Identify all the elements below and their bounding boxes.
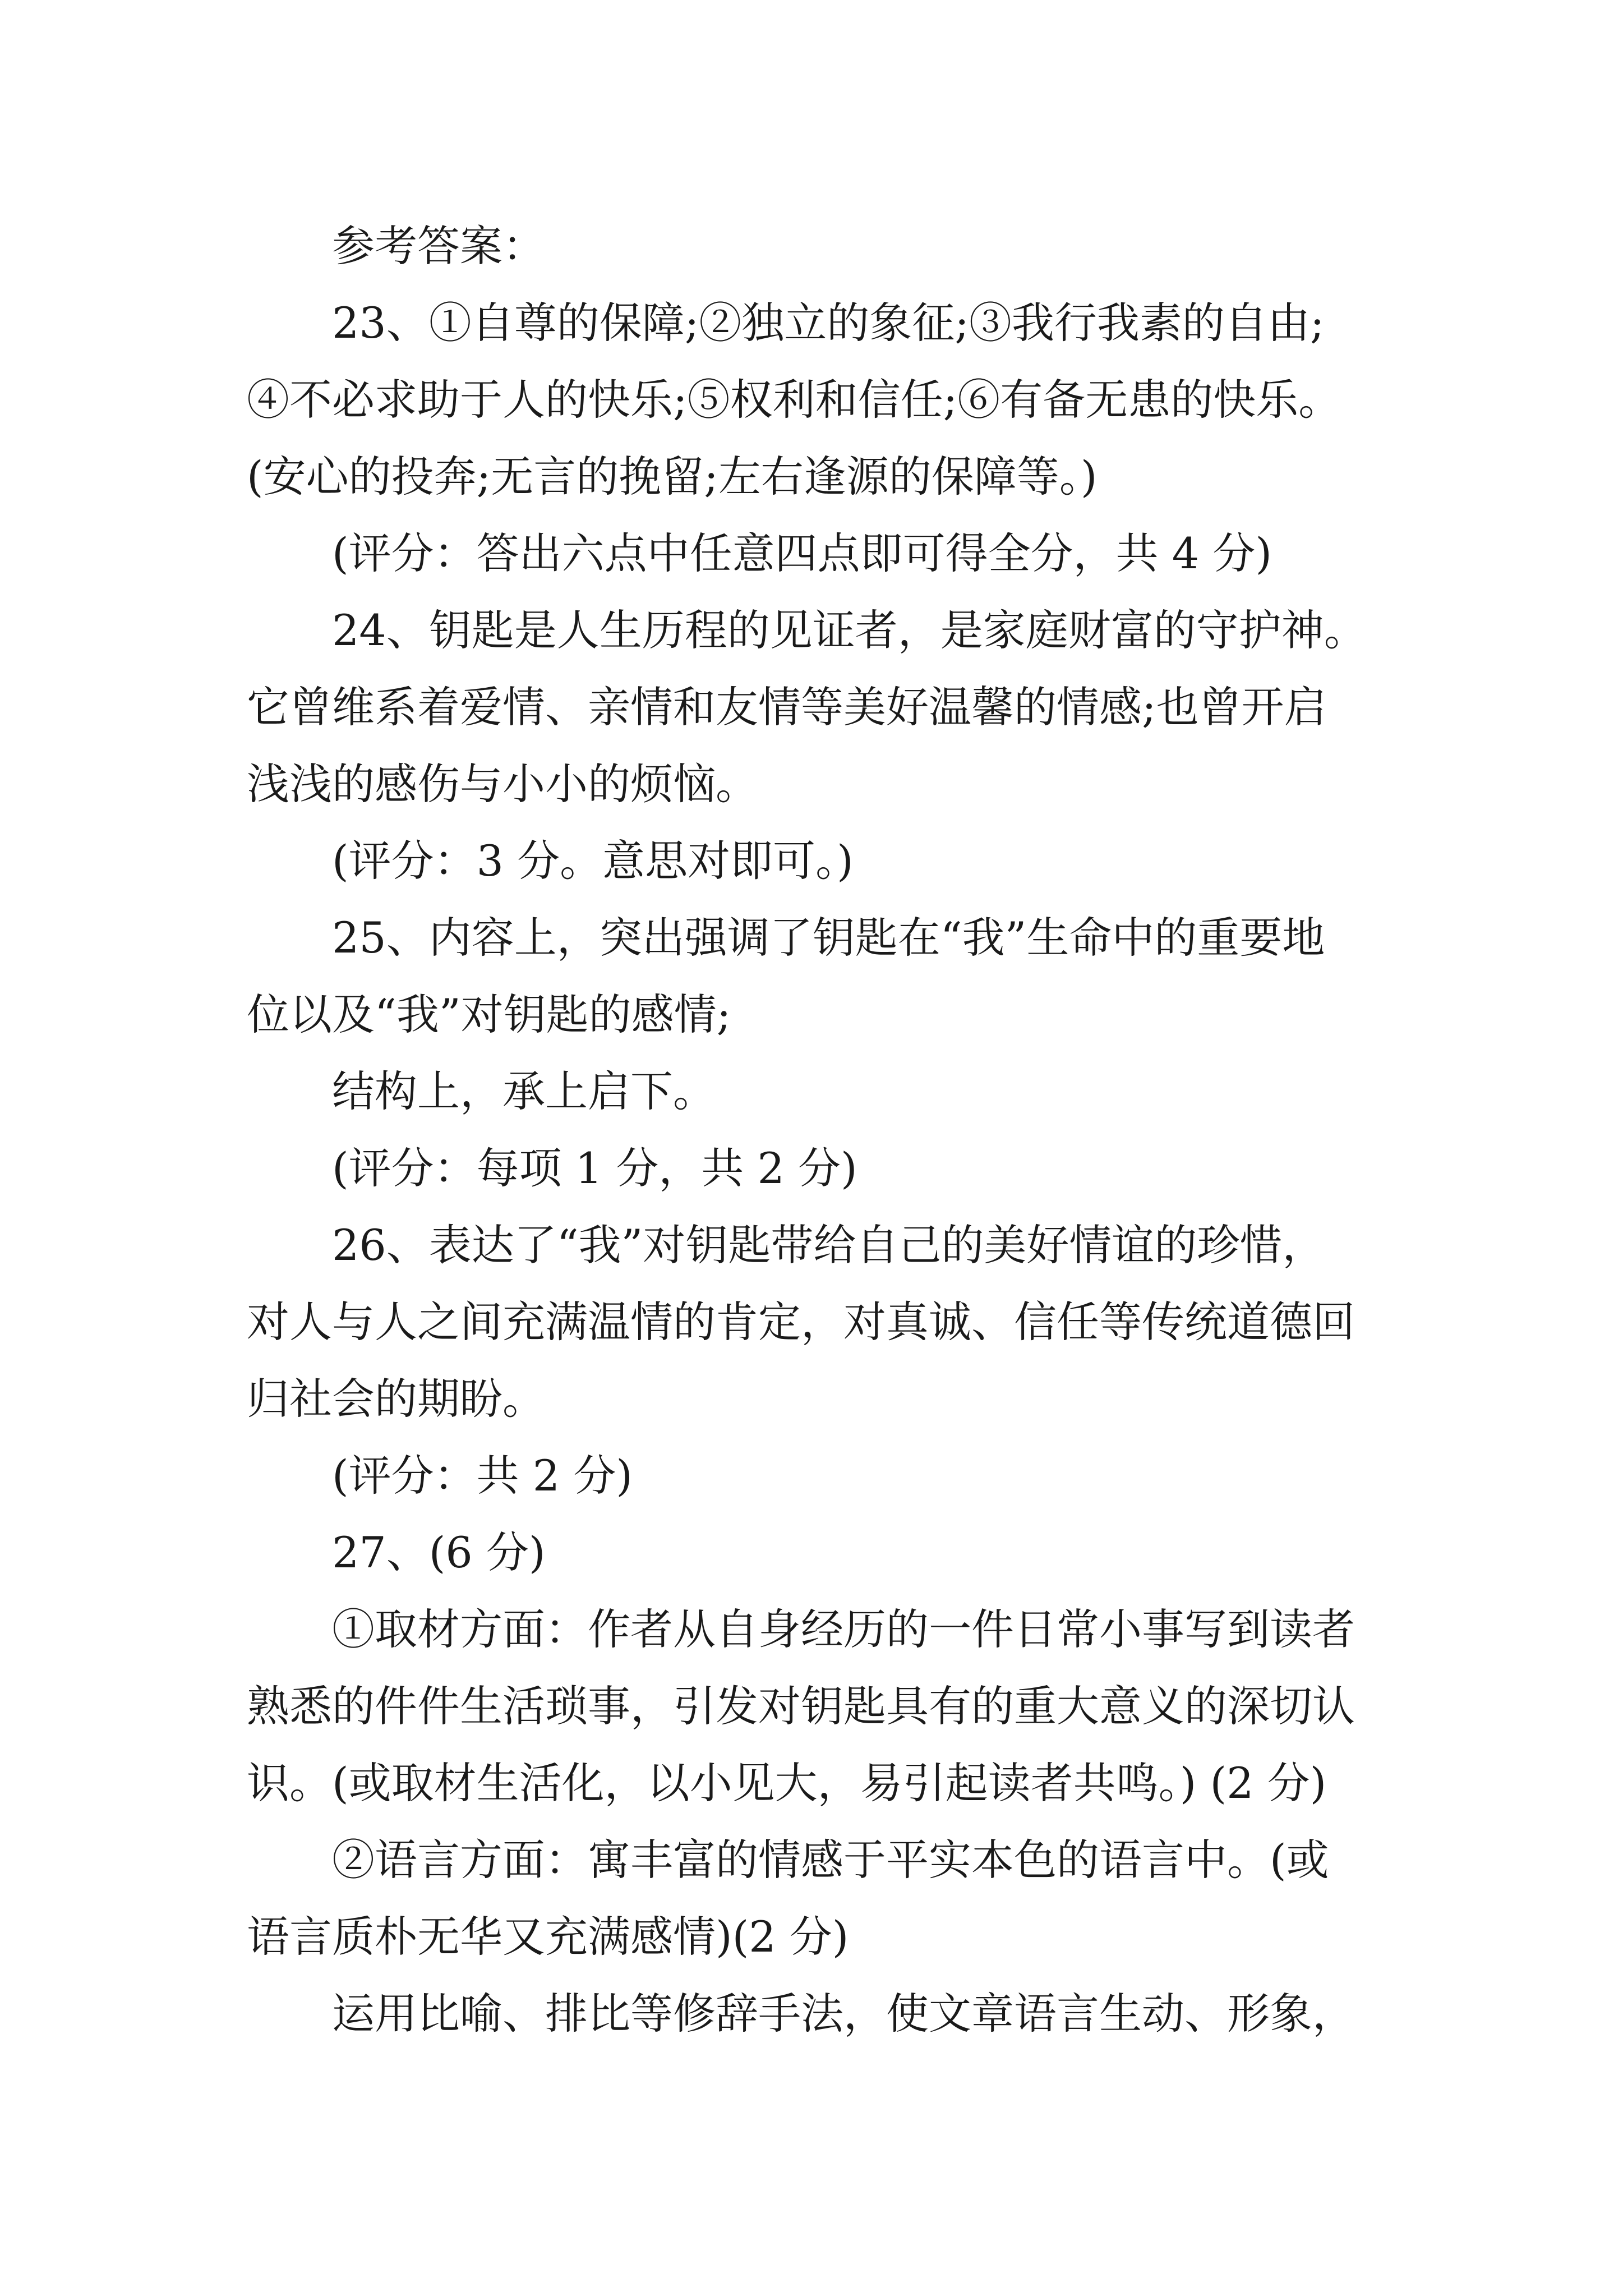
text-line: 识。(或取材生活化，以小见大，易引起读者共鸣。) (2 分): [247, 1758, 1327, 1808]
text-line: ④不必求助于人的快乐;⑤权利和信任;⑥有备无患的快乐。: [247, 375, 1341, 425]
text-line: (安心的投奔;无言的挽留;左右逢源的保障等。): [247, 452, 1098, 501]
answer-text-block: [247, 208, 1380, 2052]
scoring-note: (评分：3 分。意思对即可。): [332, 836, 854, 886]
answer-heading: 参考答案：: [332, 221, 545, 271]
text-line: 位以及“我”对钥匙的感情;: [247, 990, 731, 1039]
scoring-note: (评分：每项 1 分，共 2 分): [332, 1143, 857, 1193]
text-line: ②语言方面：寓丰富的情感于平实本色的语言中。(或: [332, 1835, 1329, 1885]
text-line: 结构上，承上启下。: [332, 1066, 716, 1116]
text-line: 语言质朴无华又充满感情)(2 分): [247, 1912, 849, 1962]
text-line: 对人与人之间充满温情的肯定，对真诚、信任等传统道德回: [247, 1297, 1355, 1347]
text-line: 运用比喻、排比等修辞手法，使文章语言生动、形象，: [332, 1989, 1355, 2039]
text-line: 浅浅的感伤与小小的烦恼。: [247, 759, 758, 809]
text-line: ①取材方面：作者从自身经历的一件日常小事写到读者: [332, 1604, 1355, 1654]
scoring-note: (评分：共 2 分): [332, 1451, 633, 1501]
scoring-note: (评分：答出六点中任意四点即可得全分，共 4 分): [332, 528, 1272, 578]
text-line: 23、①自尊的保障;②独立的象征;③我行我素的自由;: [332, 298, 1325, 348]
text-line: 25、内容上，突出强调了钥匙在“我”生命中的重要地: [332, 913, 1325, 963]
text-line: 归社会的期盼。: [247, 1374, 545, 1424]
text-line: 它曾维系着爱情、亲情和友情等美好温馨的情感;也曾开启: [247, 682, 1327, 732]
text-line: 24、钥匙是人生历程的见证者，是家庭财富的守护神。: [332, 605, 1367, 655]
text-line: 27、(6 分): [332, 1527, 546, 1577]
text-line: 熟悉的件件生活琐事，引发对钥匙具有的重大意义的深切认: [247, 1681, 1355, 1731]
text-line: 26、表达了“我”对钥匙带给自己的美好情谊的珍惜，: [332, 1220, 1325, 1270]
